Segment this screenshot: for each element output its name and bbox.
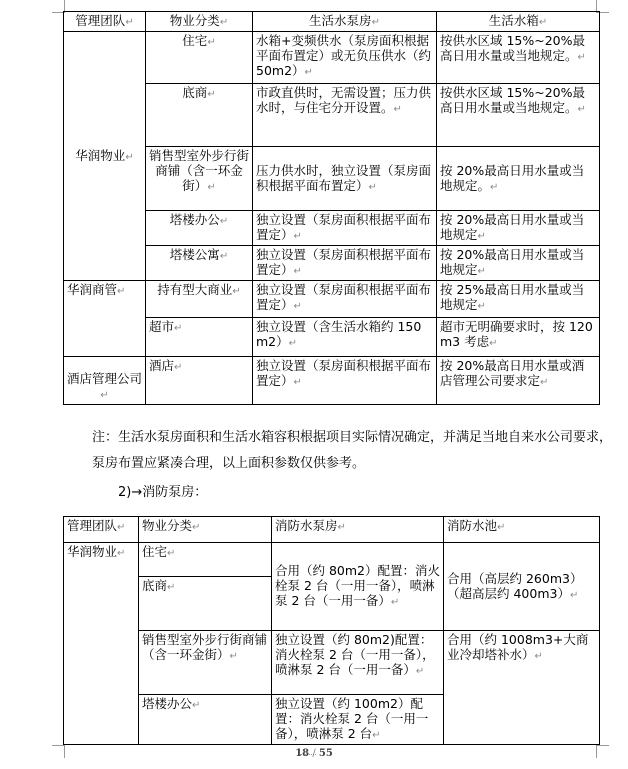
paragraph-mark: ↵: [117, 522, 126, 533]
col-header-water-tank: 生活水箱↵: [437, 12, 600, 32]
category-cell: 塔楼办公↵: [146, 211, 253, 246]
pump-cell: 独立设置（泵房面积根据平面布置定）↵: [253, 281, 437, 318]
category-cell: 塔楼公寓↵: [146, 246, 253, 281]
paragraph-mark: ↵: [167, 582, 176, 593]
paragraph-mark: ↵: [390, 597, 400, 608]
col-header-category: 物业分类↵: [146, 12, 253, 32]
pump-cell: 合用（约 80m2）配置：消火栓泵 2 台（一用一备），喷淋泵 2 台（一用一备）↵: [272, 543, 444, 631]
team-cell: 华润物业↵: [64, 32, 146, 281]
page-number: 18: [295, 748, 310, 759]
note-paragraph: 注：生活水泵房面积和生活水箱容积根据项目实际情况确定，并满足当地自来水公司要求，泵房布置应紧凑合理，以上面积参数仅供参考。: [92, 430, 613, 471]
pump-cell: 独立设置（约 80m2)配置：消火栓泵 2 台（一用一备），喷淋泵 2 台（一用一备）↵: [272, 631, 444, 695]
paragraph-mark: ↵: [219, 251, 229, 262]
page-separator: /: [312, 748, 316, 759]
paragraph-mark: ↵: [207, 89, 216, 100]
pump-cell: 独立设置（含生活水箱约 150m2）↵: [253, 318, 437, 357]
paragraph-mark: ↵: [393, 104, 402, 115]
category-cell: 底商↵: [139, 577, 272, 631]
paragraph-mark: ↵: [174, 362, 183, 373]
category-cell: 超市↵: [146, 318, 253, 357]
paragraph-mark: ↵: [372, 730, 381, 741]
category-cell: 住宅↵: [139, 543, 272, 577]
paragraph-mark: ↵: [490, 181, 499, 193]
page-footer: [0, 748, 628, 759]
col-header-team: 管理团队↵: [64, 517, 139, 543]
tank-cell: 按 20%最高日用水量或当地规定。↵: [437, 147, 600, 211]
paragraph-mark: ↵: [293, 266, 302, 277]
paragraph-mark: ↵: [569, 589, 579, 601]
table-row: [64, 543, 600, 577]
pump-cell: 独立设置（泵房面积根据平面布置定）↵: [253, 357, 437, 405]
tank-cell: 合用（约 1008m3+大商业冷却塔补水）↵: [444, 631, 600, 745]
tank-cell: 按 25%最高日用水量或当地规定↵: [437, 281, 600, 318]
section-heading: 2)→消防泵房：: [118, 485, 208, 500]
paragraph-mark: ↵: [117, 286, 126, 297]
paragraph-mark: ↵: [489, 338, 498, 349]
paragraph-mark: ↵: [117, 548, 126, 559]
tank-cell: 合用（高层约 260m3）（超高层约 400m3）↵: [444, 543, 600, 631]
paragraph-mark: ↵: [577, 104, 586, 115]
paragraph-mark: ↵: [192, 522, 201, 533]
paragraph-mark: ↵: [207, 182, 216, 193]
tank-cell: 按供水区域 15%~20%最高日用水量或当地规定。↵: [437, 32, 600, 84]
category-cell: 销售型室外步行街商铺（含一环金街）↵: [146, 147, 253, 211]
paragraph-mark: ↵: [497, 522, 506, 533]
category-cell: 住宅↵: [146, 32, 253, 84]
pump-cell: 独立设置（约 100m2）配置：消火栓泵 2 台（一用一备），喷淋泵 2 台↵: [272, 695, 444, 745]
category-cell: 底商↵: [146, 84, 253, 147]
col-header-team: 管理团队↵: [64, 12, 146, 32]
domestic-pump-table: [63, 11, 600, 405]
paragraph-mark: ↵: [100, 390, 109, 401]
col-header-category: 物业分类↵: [139, 517, 272, 543]
page-total: 55: [318, 748, 333, 759]
pump-cell: 市政直供时，无需设置；压力供水时，与住宅分开设置。↵: [253, 84, 437, 147]
tank-cell: 超市无明确要求时，按 120m3 考虑↵: [437, 318, 600, 357]
paragraph-mark: ↵: [477, 301, 486, 312]
fire-pump-table: [63, 516, 600, 745]
paragraph-mark: ↵: [304, 67, 313, 78]
category-cell: 销售型室外步行街商铺（含一环金街）↵: [139, 631, 272, 695]
paragraph-mark: ↵: [219, 216, 229, 227]
category-cell: 塔楼办公↵: [139, 695, 272, 745]
tank-cell: 按 20%最高日用水量或当地规定↵: [437, 211, 600, 246]
paragraph-mark: ↵: [125, 151, 134, 163]
paragraph-mark: ↵: [192, 700, 201, 711]
team-cell: 华润物业↵: [64, 543, 139, 745]
tank-cell: 按 20%最高日用水量或当地规定↵: [437, 246, 600, 281]
paragraph-mark: ↵: [229, 651, 238, 662]
paragraph-mark: ↵: [577, 52, 586, 63]
pump-cell: 独立设置（泵房面积根据平面布置定）↵: [253, 246, 437, 281]
col-header-fire-pump-room: 消防水泵房↵: [272, 517, 444, 543]
table-row: [64, 32, 600, 84]
paragraph-mark: ↵: [174, 323, 183, 334]
pump-cell: 压力供水时，独立设置（泵房面积根据平面布置定）↵: [253, 147, 437, 211]
paragraph-mark: ↵: [293, 301, 302, 312]
paragraph-mark: ↵: [207, 37, 216, 48]
paragraph-mark: ↵: [477, 231, 486, 242]
paragraph-mark: ↵: [538, 17, 548, 28]
paragraph-mark: ↵: [371, 17, 380, 28]
paragraph-mark: ↵: [167, 548, 176, 559]
paragraph-mark: ↵: [534, 651, 543, 662]
paragraph-mark: ↵: [125, 17, 134, 28]
paragraph-mark: ↵: [219, 17, 229, 28]
category-cell: 酒店↵: [146, 357, 253, 405]
pump-cell: 独立设置（泵房面积根据平面布置定）↵: [253, 211, 437, 246]
paragraph-mark: ↵: [293, 231, 302, 242]
col-header-fire-pool: 消防水池↵: [444, 517, 600, 543]
table-row: [64, 357, 600, 405]
pump-cell: 水箱+变频供水（泵房面积根据平面布置定）或无负压供水（约 50m2）↵: [253, 32, 437, 84]
paragraph-mark: ↵: [293, 377, 302, 388]
paragraph-mark: ↵: [477, 266, 486, 277]
paragraph-mark: ↵: [232, 286, 241, 297]
paragraph-mark: ↵: [337, 522, 346, 533]
paragraph-mark: ↵: [540, 377, 549, 388]
team-cell: 酒店管理公司↵: [64, 357, 146, 405]
col-header-pump-room: 生活水泵房↵: [253, 12, 437, 32]
tank-cell: 按 20%最高日用水量或酒店管理公司要求定↵: [437, 357, 600, 405]
paragraph-mark: ↵: [415, 666, 425, 677]
tank-cell: 按供水区域 15%~20%最高日用水量或当地规定。↵: [437, 84, 600, 147]
table-row: [64, 631, 600, 695]
paragraph-mark: ↵: [288, 338, 298, 349]
table-row: [64, 281, 600, 318]
team-cell: 华润商管↵: [64, 281, 146, 357]
category-cell: 持有型大商业↵: [146, 281, 253, 318]
paragraph-mark: ↵: [368, 181, 377, 193]
